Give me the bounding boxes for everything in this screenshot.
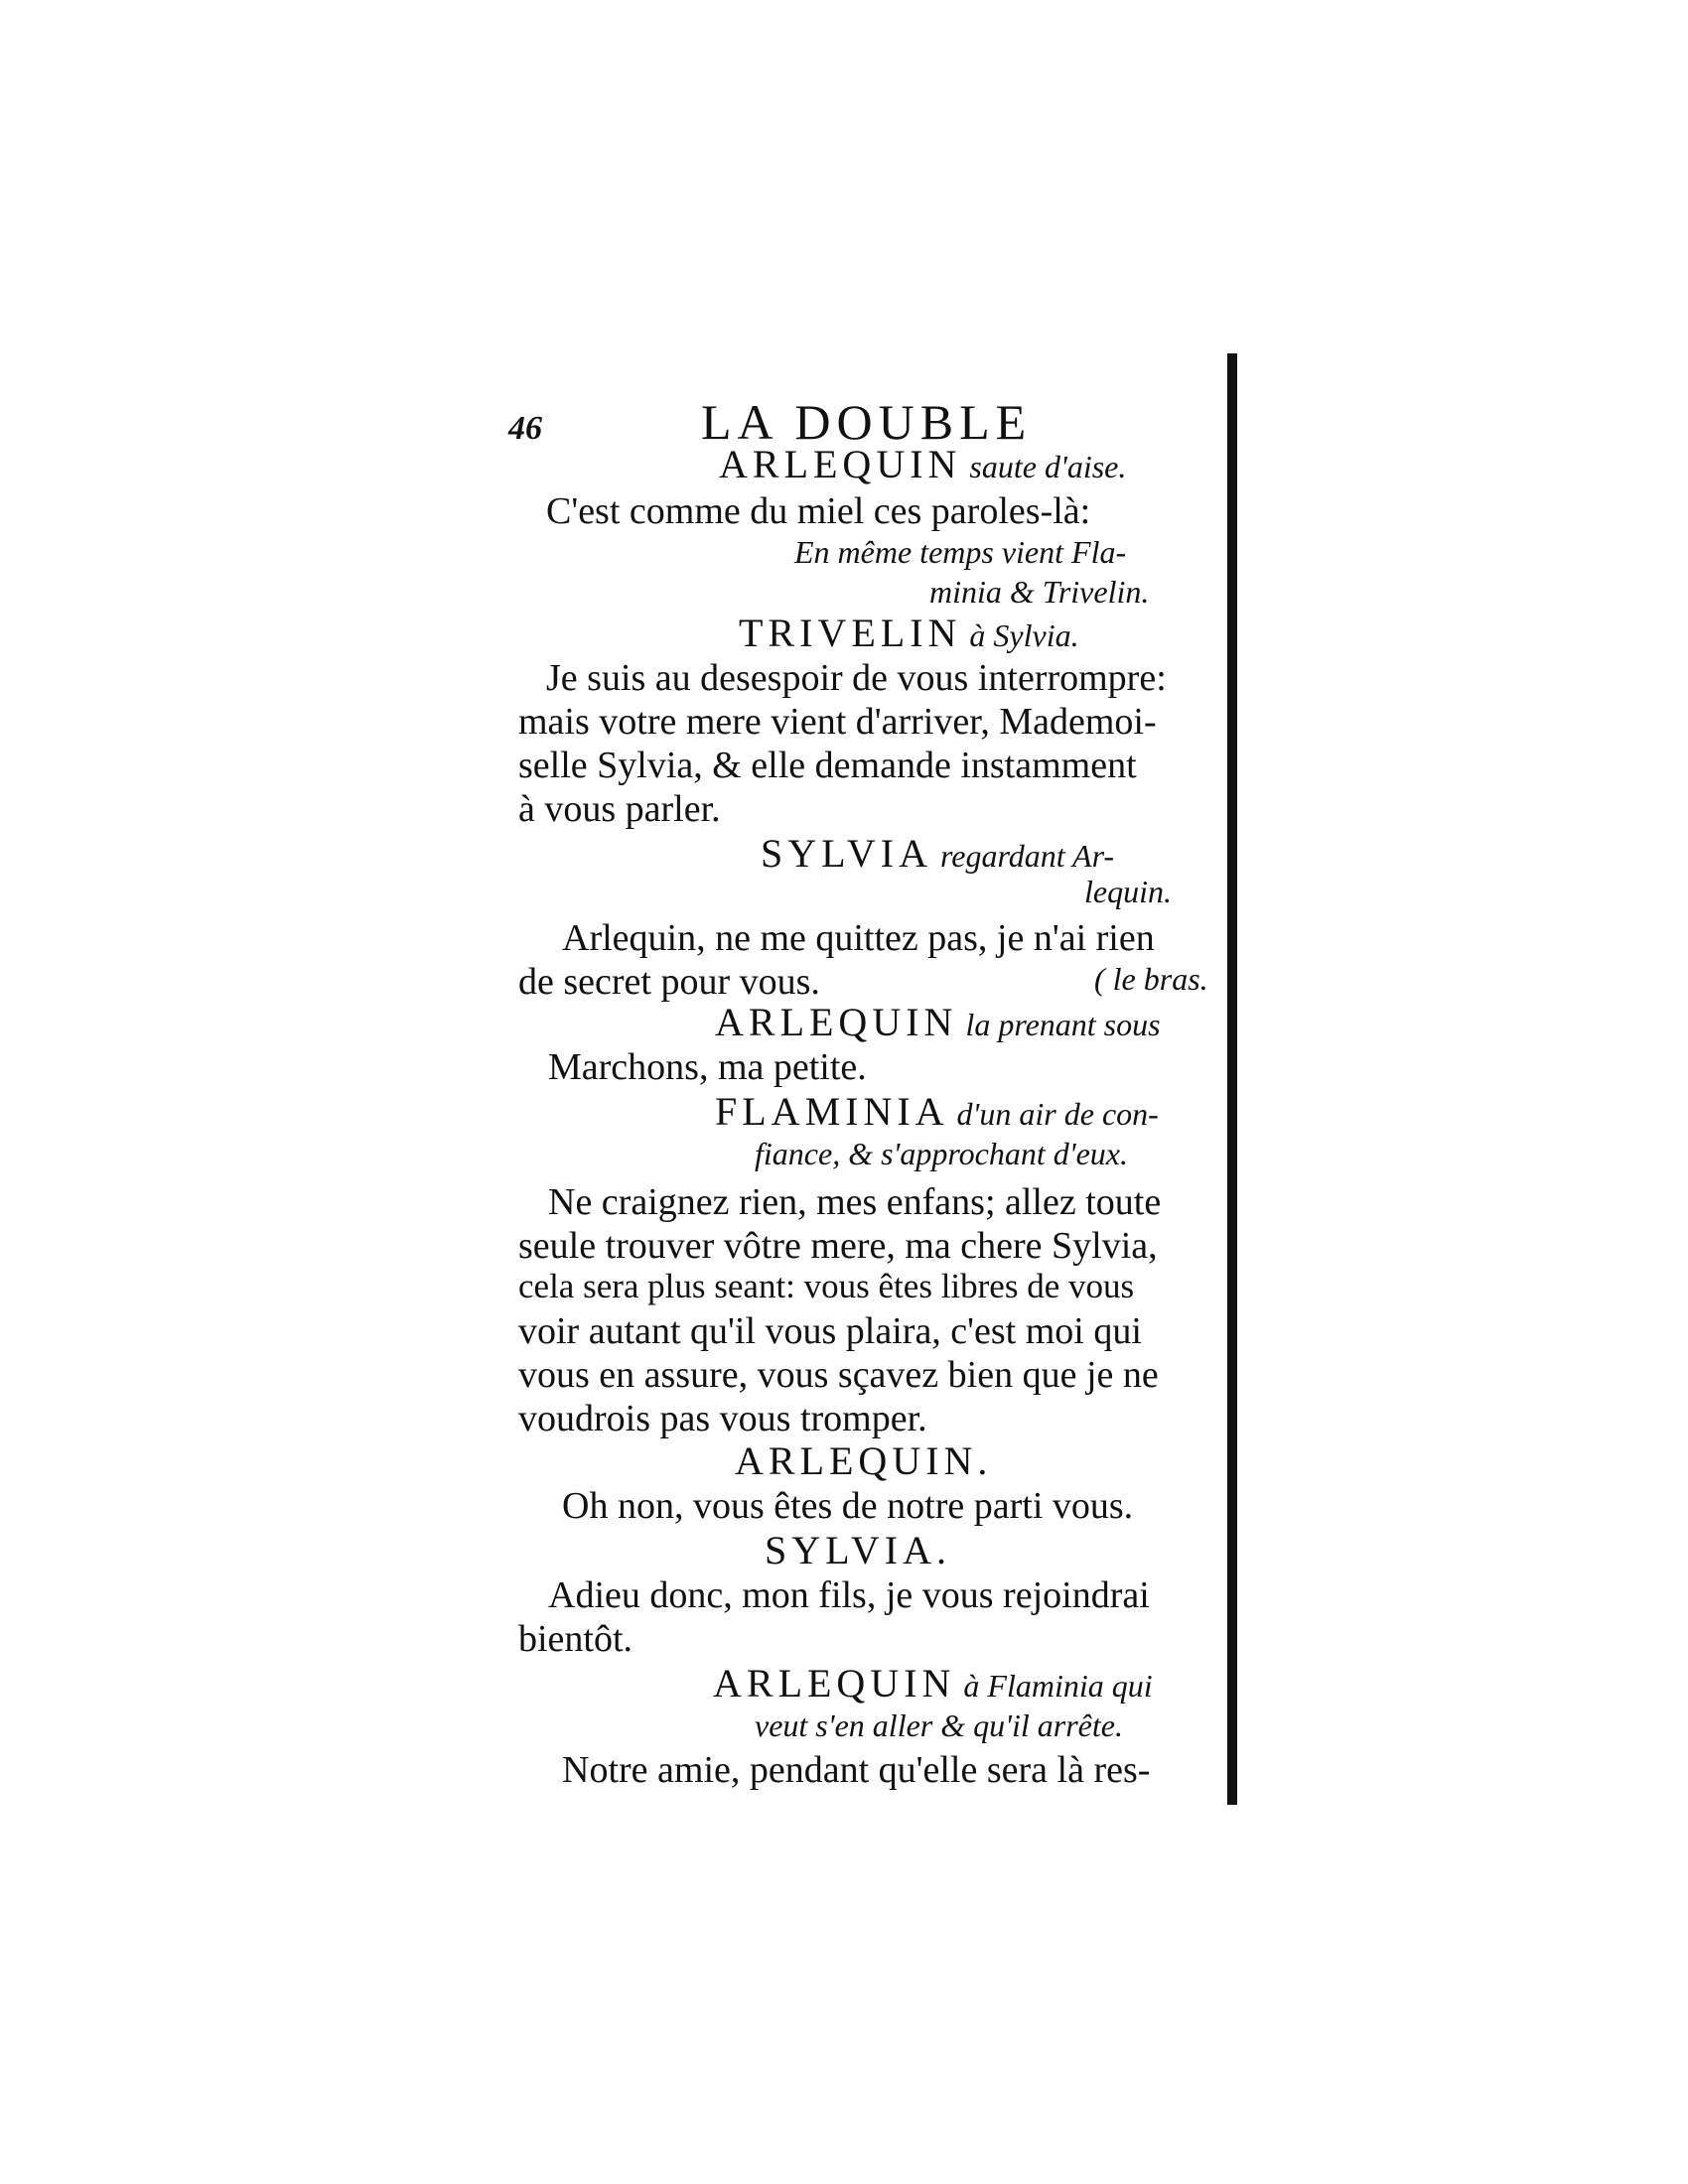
stage-direction: minia & Trivelin. bbox=[929, 574, 1150, 610]
text-line: C'est comme du miel ces paroles-là: bbox=[546, 490, 1091, 532]
speaker-heading bbox=[719, 442, 1127, 486]
stage-direction: saute d'aise. bbox=[961, 449, 1127, 484]
speaker-heading bbox=[715, 1000, 1161, 1044]
speaker-name: ARLEQUIN bbox=[713, 1661, 956, 1706]
text-line: Marchons, ma petite. bbox=[548, 1046, 867, 1088]
stage-direction: lequin. bbox=[1084, 874, 1172, 909]
text-line: Arlequin, ne me quittez pas, je n'ai rien bbox=[562, 917, 1155, 959]
speaker-name: ARLEQUIN bbox=[715, 1000, 958, 1044]
text-line: seule trouver vôtre mere, ma chere Sylvia, bbox=[518, 1225, 1158, 1267]
text-line: de secret pour vous. bbox=[518, 961, 820, 1003]
speaker-name: FLAMINIA bbox=[715, 1089, 949, 1134]
stage-direction: à Sylvia. bbox=[961, 617, 1079, 653]
text-line: bientôt. bbox=[518, 1618, 633, 1660]
text-line: à vous parler. bbox=[518, 788, 721, 830]
speaker-heading bbox=[739, 611, 1079, 655]
stage-direction: à Flaminia qui bbox=[955, 1668, 1153, 1704]
text-line: Oh non, vous êtes de notre parti vous. bbox=[562, 1485, 1134, 1527]
text-line: Je suis au desespoir de vous interrompre: bbox=[546, 657, 1167, 699]
speaker-heading bbox=[713, 1661, 1153, 1706]
speaker-name: SYLVIA. bbox=[765, 1528, 951, 1572]
text-line: vous en assure, vous sçavez bien que je ne bbox=[518, 1354, 1159, 1396]
stage-direction: fiance, & s'approchant d'eux. bbox=[755, 1136, 1128, 1171]
text-line: cela sera plus seant: vous êtes libres de vous bbox=[518, 1267, 1135, 1305]
text-line: Notre amie, pendant qu'elle sera là res- bbox=[562, 1749, 1151, 1791]
stage-direction: la prenant sous bbox=[957, 1007, 1161, 1042]
stage-direction: veut s'en aller & qu'il arrête. bbox=[755, 1707, 1123, 1743]
text-line: mais votre mere vient d'arriver, Mademoi- bbox=[518, 701, 1157, 743]
speaker-name: ARLEQUIN. bbox=[735, 1438, 993, 1483]
stage-direction: En même temps vient Fla- bbox=[794, 534, 1127, 570]
page-number: 46 bbox=[508, 410, 542, 447]
speaker-name: SYLVIA bbox=[761, 831, 932, 876]
speaker-heading bbox=[761, 831, 1115, 876]
text-line: voudrois pas vous tromper. bbox=[518, 1398, 927, 1439]
speaker-heading bbox=[765, 1528, 951, 1572]
stage-direction: regardant Ar- bbox=[932, 838, 1115, 874]
speaker-heading bbox=[715, 1089, 1159, 1134]
text-line: Adieu donc, mon fils, je vous rejoindrai bbox=[548, 1574, 1150, 1616]
text-line: Ne craignez rien, mes enfans; allez toute bbox=[548, 1181, 1162, 1223]
text-line: voir autant qu'il vous plaira, c'est moi qui bbox=[518, 1310, 1142, 1352]
speaker-heading bbox=[735, 1438, 993, 1483]
text-line: selle Sylvia, & elle demande instamment bbox=[518, 745, 1137, 786]
speaker-name: ARLEQUIN bbox=[719, 442, 962, 486]
running-head: LA DOUBLE bbox=[701, 394, 1033, 450]
speaker-name: TRIVELIN bbox=[739, 611, 962, 655]
page-edge-border bbox=[1227, 353, 1237, 1805]
stage-direction: d'un air de con- bbox=[948, 1096, 1159, 1132]
stage-direction: ( le bras. bbox=[1094, 961, 1208, 997]
